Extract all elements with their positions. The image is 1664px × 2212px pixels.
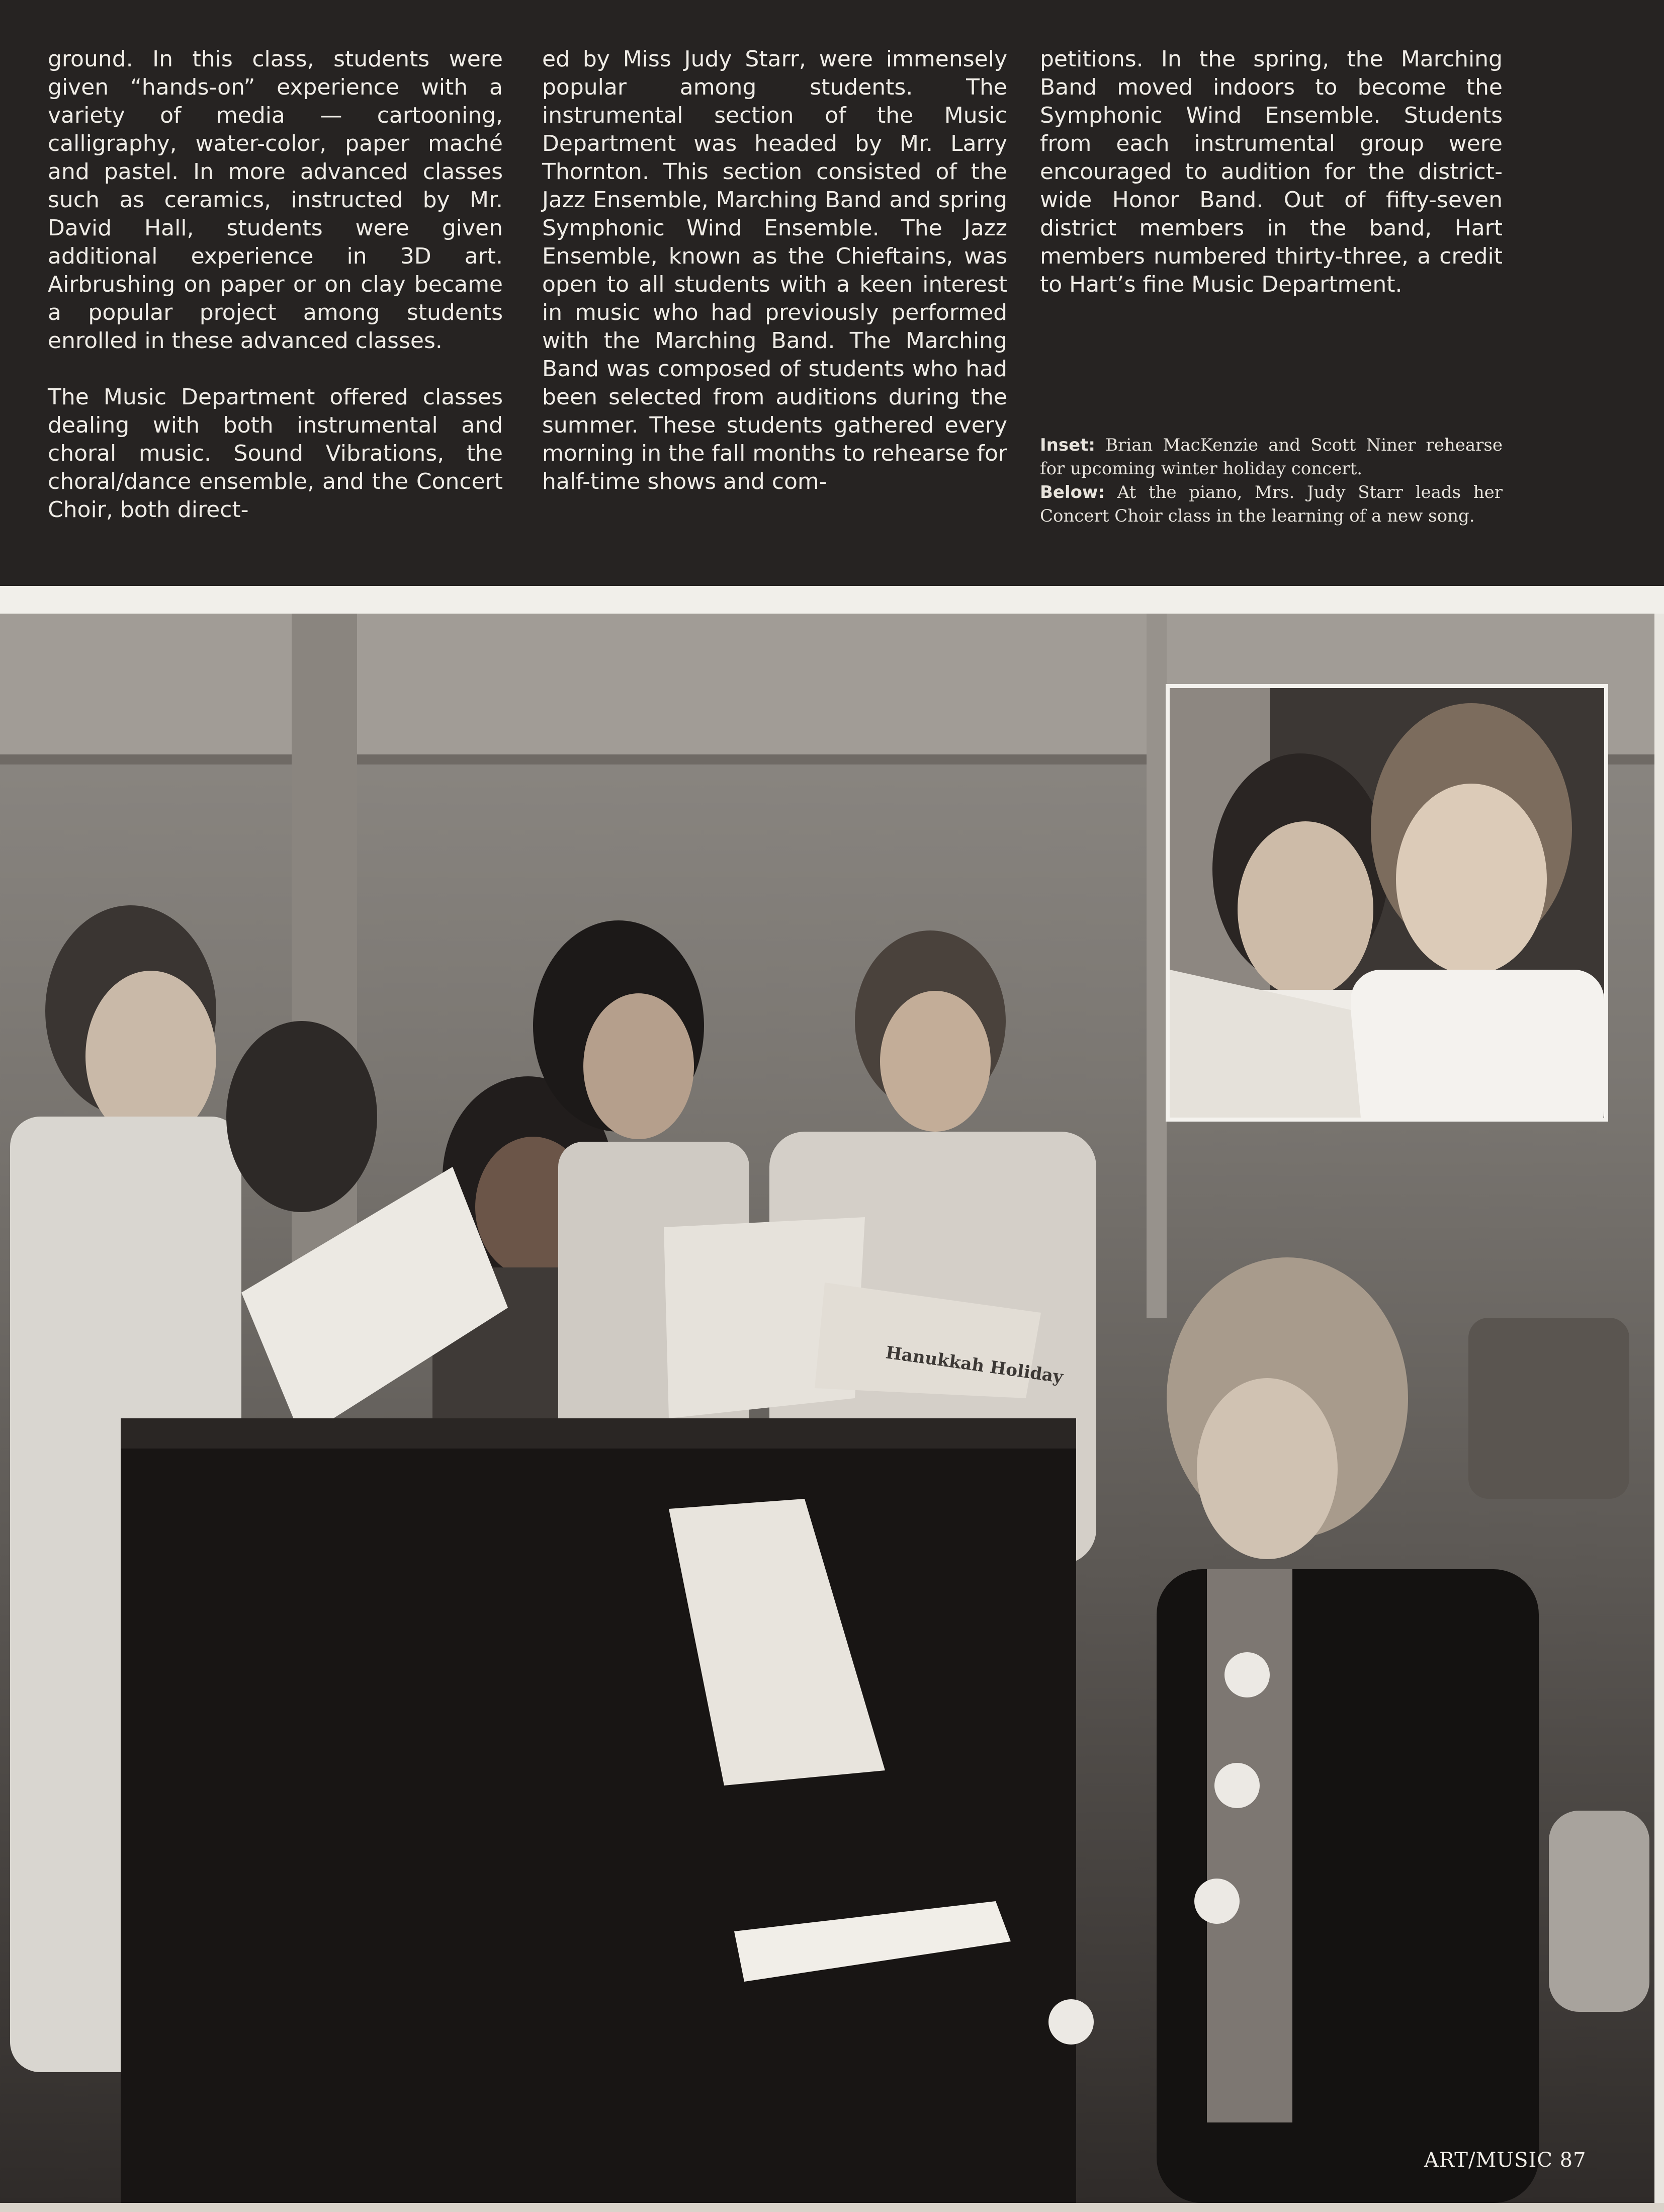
- page-number: ART/MUSIC 87: [1424, 2149, 1587, 2172]
- article-paragraph: ground. In this class, students were given “hands-on” experience with a variety of media — cartooning, calligraphy, water-color, paper maché and pastel. In more advanced classes such as ceramics, instructed by Mr. David Hall, students were given additional experience in 3D art. Airbrushing on paper or on clay became a popular project among students enrolled in these advanced classes.: [48, 46, 503, 354]
- sheet-music-title: Hanukkah Holiday: [884, 1342, 1065, 1388]
- photo-caption: [1040, 434, 1503, 528]
- article-column-3: [1040, 45, 1503, 327]
- caption-inset-text: Brian MacKenzie and Scott Niner rehearse for upcoming winter holiday concert.: [1040, 435, 1503, 479]
- article-paragraph: petitions. In the spring, the Marching Band moved indoors to become the Symphonic Wind Ensemble. Students from each instrumental group were encouraged to audition for the district-wide Honor Band. Out of fifty-seven district members in the band, Hart members numbered thirty-three, a credit to Hart’s fine Music Department.: [1040, 46, 1503, 297]
- inset-photo-illustration: [1170, 688, 1604, 1118]
- article-column-1: [48, 45, 503, 552]
- caption-below-text: At the piano, Mrs. Judy Starr leads her Concert Choir class in the learning of a new song.: [1040, 482, 1503, 526]
- article-text-band: [0, 0, 1664, 586]
- caption-below-label: Below:: [1040, 482, 1105, 502]
- article-paragraph: The Music Department offered classes dealing with both instrumental and choral music. Sound Vibrations, the choral/dance ensemble, and the Concert Choir, both direct-: [48, 384, 503, 523]
- article-paragraph: ed by Miss Judy Starr, were immensely popular among students. The instrumental section of the Music Department was headed by Mr. Larry Thornton. This section consisted of the Jazz Ensemble, Marching Band and spring Symphonic Wind Ensemble. The Jazz Ensemble, known as the Chieftains, was open to all students with a keen interest in music who had previously performed with the Marching Band. The Marching Band was composed of students who had been selected from auditions during the summer. These students gathered every morning in the fall months to rehearse for half-time shows and com-: [542, 46, 1007, 494]
- page-bottom-edge: [0, 2203, 1664, 2212]
- divider-strip: [0, 586, 1664, 614]
- article-column-2: [542, 45, 1007, 524]
- inset-photo-two-singers: [1166, 684, 1608, 1122]
- caption-inset-label: Inset:: [1040, 435, 1096, 455]
